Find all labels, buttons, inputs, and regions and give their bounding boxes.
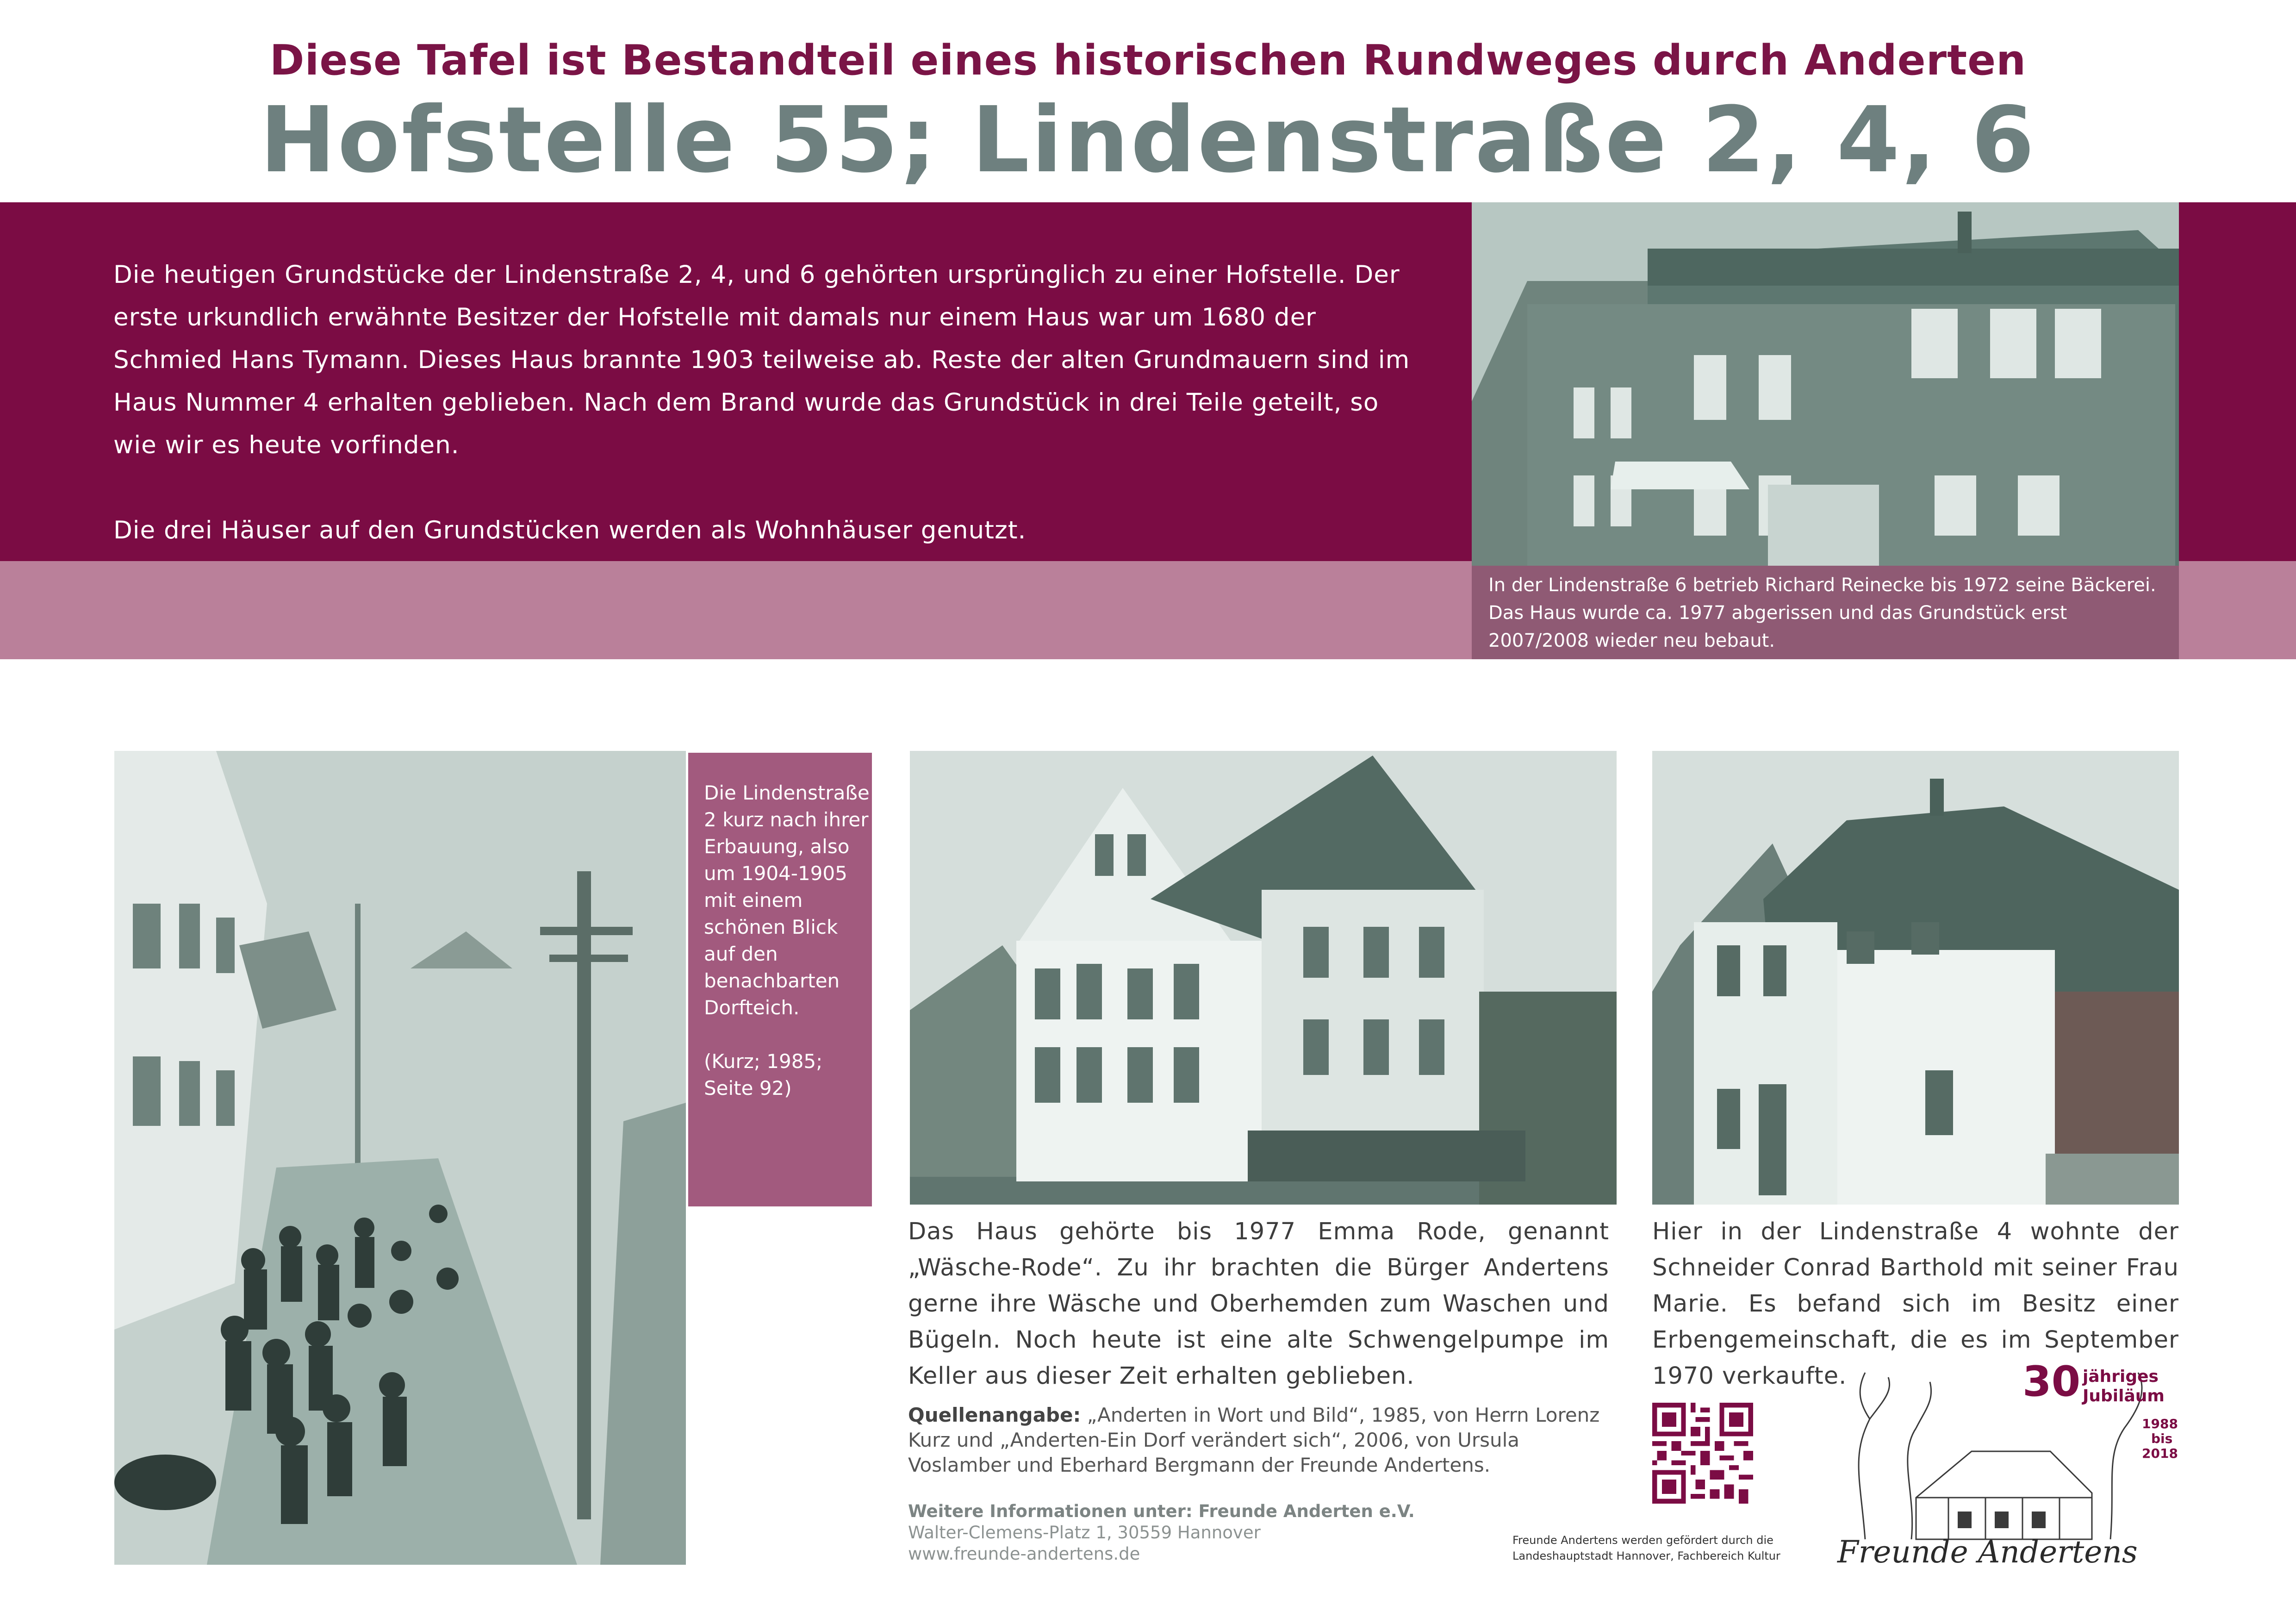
logo-word-2: Jubiläum bbox=[2083, 1387, 2165, 1405]
logo-name: Freunde Andertens bbox=[1837, 1534, 2138, 1567]
qr-code[interactable] bbox=[1652, 1403, 1753, 1504]
logo-year-sep: bis bbox=[2151, 1431, 2173, 1446]
intro-paragraph-1: Die heutigen Grundstücke der Lindenstraße 2, 4, und 6 gehörten ursprünglich zu einer Hofstelle. Der erste urkundlich erwähnte Besitzer der Hofstelle mit damals nur einem Haus war um 1680 der Schmied Hans Tymann. Dieses Haus brannte 1903 teilweise ab. Reste der alten Grundmauern sind im Haus Nummer 4 erhalten geblieben. Nach dem Brand wurde das Grundstück in drei Teile geteilt, so wie wir es heute vorfinden. bbox=[113, 261, 1410, 459]
photo-street-procession bbox=[114, 751, 686, 1565]
funding-line-2: Landeshauptstadt Hannover, Fachbereich Kultur bbox=[1512, 1549, 1780, 1562]
intro-text bbox=[113, 254, 1423, 552]
logo-year-to: 2018 bbox=[2142, 1446, 2178, 1461]
qr-code-image bbox=[1652, 1403, 1753, 1504]
more-info-website[interactable]: www.freunde-andertens.de bbox=[908, 1544, 1140, 1564]
more-info-heading: Weitere Informationen unter: Freunde Anderten e.V. bbox=[908, 1501, 1415, 1521]
anniversary-logo bbox=[1833, 1363, 2180, 1567]
more-info-address: Walter-Clemens-Platz 1, 30559 Hannover bbox=[908, 1523, 1261, 1543]
logo-word-1: jähriges bbox=[2083, 1367, 2159, 1386]
logo-year-from: 1988 bbox=[2142, 1416, 2178, 1431]
more-info bbox=[908, 1501, 1556, 1565]
photo-lindenstrasse-2 bbox=[910, 751, 1617, 1205]
bakery-house-image bbox=[1472, 202, 2179, 568]
right-photo-text: Hier in der Lindenstraße 4 wohnte der Schneider Conrad Barthold mit seiner Frau Marie. Es befand sich im Besitz einer Erbengemeinschaft, die es im September 1970 verkaufte. bbox=[1652, 1218, 2179, 1390]
funding-note bbox=[1512, 1532, 1846, 1564]
sources bbox=[908, 1403, 1609, 1478]
intro-paragraph-2: Die drei Häuser auf den Grundstücken werden als Wohnhäuser genutzt. bbox=[113, 516, 1027, 544]
sources-text: „Anderten in Wort und Bild“, 1985, von Herrn Lorenz Kurz und „Anderten-Ein Dorf verändert sich“, 2006, von Ursula Voslamber und Eberhard Bergmann der Freunde Andertens. bbox=[908, 1404, 1600, 1476]
photo-lindenstrasse-6 bbox=[1472, 202, 2179, 568]
board-subtitle: Diese Tafel ist Bestandteil eines historischen Rundweges durch Anderten bbox=[269, 36, 2027, 85]
top-photo-caption: In der Lindenstraße 6 betrieb Richard Reinecke bis 1972 seine Bäckerei. Das Haus wurde ca. 1977 abgerissen und das Grundstück erst 2007/2008 wieder neu bebaut. bbox=[1472, 566, 2179, 659]
freunde-andertens-logo bbox=[1833, 1363, 2180, 1567]
rode-house-image bbox=[910, 751, 1617, 1205]
board-title: Hofstelle 55; Lindenstraße 2, 4, 6 bbox=[260, 87, 2036, 193]
sources-label: Quellenangabe: bbox=[908, 1404, 1081, 1426]
photo-lindenstrasse-4 bbox=[1652, 751, 2179, 1205]
funding-line-1: Freunde Andertens werden gefördert durch die bbox=[1512, 1534, 1773, 1547]
left-photo-caption: Die Lindenstraße 2 kurz nach ihrer Erbauung, also um 1904-1905 mit einem schönen Blick auf den benachbarten Dorfteich. bbox=[704, 781, 870, 1019]
mid-photo-text: Das Haus gehörte bis 1977 Emma Rode, genannt „Wäsche-Rode“. Zu ihr brachten die Bürger Andertens gerne ihre Wäsche und Oberhemden zum Waschen und Bügeln. Noch heute ist eine alte Schwengelpumpe im Keller aus dieser Zeit erhalten geblieben. bbox=[908, 1218, 1609, 1390]
barthold-house-image bbox=[1652, 751, 2179, 1205]
left-photo-source: (Kurz; 1985; Seite 92) bbox=[704, 1050, 823, 1099]
logo-number: 30 bbox=[2022, 1363, 2081, 1406]
left-photo-caption-box bbox=[688, 753, 872, 1206]
procession-image bbox=[114, 751, 686, 1565]
